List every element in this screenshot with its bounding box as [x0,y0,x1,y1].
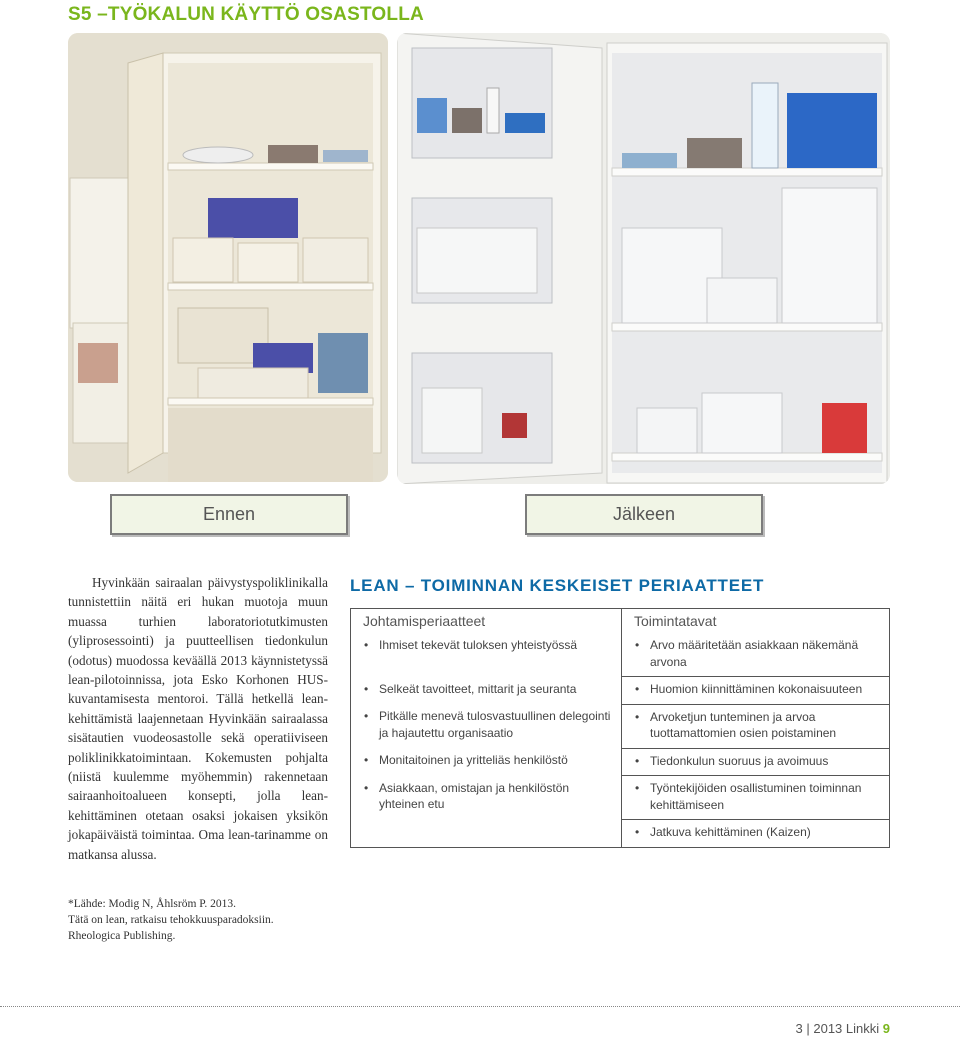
after-label: Jälkeen [525,494,763,535]
after-cabinet-photo [397,33,890,484]
page-footer [796,1021,890,1036]
source-line: Rheologica Publishing. [68,930,176,942]
list-item: • Huomion kiinnittäminen kokonaisuuteen [622,677,889,704]
list-item: • Asiakkaan, omistajan ja henkilöstön yhteinen etu [351,776,621,819]
list-item: • Arvoketjun tunteminen ja arvoa tuottamattomien osien poistaminen [622,705,889,748]
table-row [351,677,890,705]
source-reference [68,895,274,945]
lean-principles-title: LEAN – TOIMINNAN KESKEISET PERIAATTEET [350,576,765,595]
footer-divider [0,1006,960,1007]
column-header-practices: Toimintatavat [622,609,890,634]
table-row [351,748,890,776]
source-line: *Lähde: Modig N, Åhlsröm P. 2013. [68,898,237,910]
table-row [351,633,890,677]
list-item: • Pitkälle menevä tulosvastuullinen delegointi ja hajautettu organisaatio [351,704,621,747]
list-item: • Ihmiset tekevät tuloksen yhteistyössä [351,633,621,660]
table-header-row [351,609,890,634]
table-row [351,776,890,820]
list-item: • Jatkuva kehittäminen (Kaizen) [622,820,889,847]
page-title: S5 –TYÖKALUN KÄYTTÖ OSASTOLLA [68,4,424,25]
list-item: • Tiedonkulun suoruus ja avoimuus [622,749,889,776]
lean-principles-table [350,608,890,848]
column-header-management: Johtamisperiaatteet [351,609,622,634]
list-item: • Työntekijöiden osallistuminen toiminnan kehittämiseen [622,776,889,819]
source-line: Tätä on lean, ratkaisu tehokkuusparadoksiin. [68,914,274,926]
list-item: • Monitaitoinen ja yritteliäs henkilöstö [351,748,621,775]
page-number: 9 [882,1021,890,1036]
list-item: • Selkeät tavoitteet, mittarit ja seuranta [351,677,621,704]
table-row [351,704,890,748]
article-paragraph: Hyvinkään sairaalan päivystyspoliklinikalla tunnistettiin näitä eri hukan muotoja muun muassa turhien laboratoriotutkimusten (yliprosessointi) ja puutteellisen tiedonkulun (odotus) muodossa keväällä 2013 käynnistetyssä lean-pilotoinnissa, jota Esko Korhonen HUS-kuvantamisesta mentoroi. Tällä hetkellä lean-kehittämistä laajennetaan Hyvinkään sairaalassa sisätautien vuodeosastolle sekä operatiiviseen poliklinikkatoimintaan. Kokemusten pohjalta (niistä kuulemme myöhemmin) rakennetaan sairaanhoitoalueen konsepti, jolla lean-kehittäminen otetaan osaksi jokaisen yksikön jokapäiväistä toimintaa. Oma lean-tarinamme on matkansa alussa. [68,575,328,862]
before-label: Ennen [110,494,348,535]
list-item: • Arvo määritetään asiakkaan näkemänä arvona [622,633,889,676]
issue-info: 3 | 2013 Linkki [795,1021,880,1036]
before-cabinet-photo [68,33,388,482]
table-row [351,820,890,848]
article-body [68,573,328,864]
